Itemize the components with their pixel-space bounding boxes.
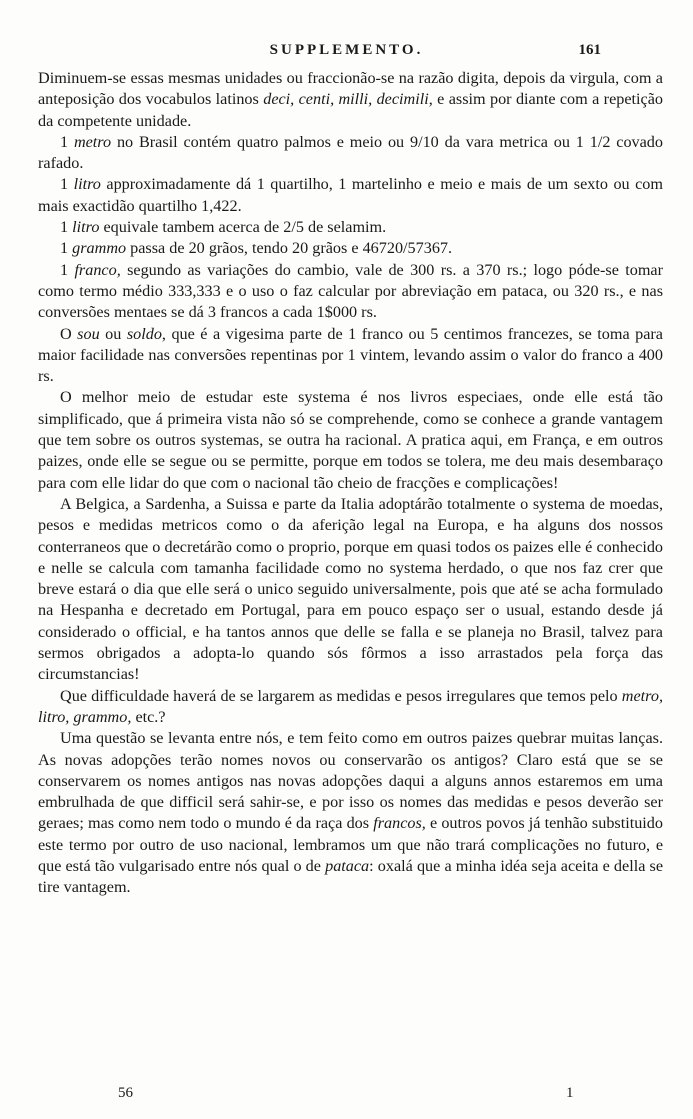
italic-term: grammo — [72, 239, 127, 258]
signature-mark: 56 — [118, 1085, 133, 1101]
italic-term: sou — [77, 324, 100, 343]
text-run: Uma questão se levanta entre nós, e tem feito como em outros paizes quebrar muitas lanças. As novas adopções terão nomes novos ou conservarão os antigos? Claro está que se se conservarem os nomes antigos nas novas adopções daqui a alguns annos estaremos em uma embrulhada de que difficil será sahir-se, e por isso os nomes das medidas e pesos deverão ser geraes; mas como nem todo o mundo é da raça dos — [38, 729, 663, 833]
text-run: no Brasil contém quatro palmos e meio ou 9/10 da vara metrica ou 1 1/2 covado rafado. — [38, 132, 663, 173]
running-title: SUPPLEMENTO. — [269, 42, 424, 58]
gathering-mark: 1 — [566, 1085, 574, 1101]
text-run: ou — [99, 324, 127, 343]
italic-term: franco, — [74, 260, 121, 279]
paragraph — [38, 238, 663, 259]
text-run: equivale tambem acerca de 2/5 de selamim. — [99, 218, 387, 237]
text-run: 1 — [60, 175, 74, 194]
text-run: 1 — [60, 218, 73, 237]
text-run: O — [60, 324, 78, 343]
paragraph — [38, 494, 663, 686]
text-run: Diminuem-se essas mesmas unidades ou fraccionão-se na razão digita, depois da virgula, com a anteposição dos vocabulos latinos — [38, 69, 663, 109]
text-run: 1 — [60, 260, 75, 279]
text-run: Que difficuldade haverá de se largarem as medidas e pesos irregulares que temos pelo — [60, 686, 622, 705]
paragraph — [38, 132, 663, 175]
text-run: , que é a vigesima parte de 1 franco ou 5 centimos francezes, se toma para maior facilidade nas conversões repentinas por 1 vintem, levando assim o valor do franco a 400 rs. — [38, 324, 663, 386]
text-run: A Belgica, a Sardenha, a Suissa e parte da Italia adoptárão totalmente o systema de moedas, pesos e medidas metricos como o da aferição legal na Europa, e ha alguns dos nossos conterraneos que o decretárão como o proprio, porque em quasi todos os paizes elle é conhecido e nelle se calcula com tamanha facilidade como no systema herdado, o que nos faz crer que breve estará o dia que elle será o unico seguido universalmente, pois que até se acha formulado na Hespanha e decretado em Portugal, para em pouco espaço ser o usual, estando desde já considerado o official, e ha tantos annos que delle se falla e se planeja no Brasil, talvez para sermos obrigados a adopta-lo quando sós fôrmos a isso arrastados pela força das circumstancias! — [38, 494, 663, 684]
paragraph — [38, 686, 663, 729]
body-text — [38, 68, 663, 899]
text-run: segundo as variações do cambio, vale de 300 rs. a 370 rs.; logo póde-se tomar como termo médio 333,333 e o uso o faz calcular por abreviação em pataca, ou 320 rs., e nas conversões mentaes se dá 3 francos a cada 1$000 rs. — [38, 260, 663, 322]
text-run: approximadamente dá 1 quartilho, 1 martelinho e meio e mais de um sexto ou com mais exactidão quartilho 1,422. — [38, 175, 663, 215]
text-run: : oxalá que a minha idéa seja aceita e della se tire vantagem. — [38, 856, 664, 897]
text-run: e outros povos já tenhão substituido este termo por outro de uso nacional, lembramos um que não trará complicações no futuro, e que está tão vulgarisado entre nós qual o de — [38, 814, 663, 875]
page-footer — [0, 1085, 693, 1107]
page-number: 161 — [578, 42, 601, 58]
paragraph — [38, 174, 663, 217]
italic-term: litro — [73, 175, 101, 194]
italic-term: litro — [72, 218, 100, 237]
running-header — [0, 42, 693, 64]
italic-term: deci, centi, milli, decimili — [263, 90, 429, 109]
paragraph — [38, 217, 663, 238]
italic-term: pataca — [325, 856, 370, 875]
paragraph — [38, 324, 663, 388]
text-run: , e assim por diante com a repetição da competente unidade. — [38, 90, 663, 130]
text-run: passa de 20 grãos, tendo 20 grãos e 46720/57367. — [126, 239, 453, 258]
italic-term: metro, litro, grammo, — [38, 686, 663, 726]
paragraph — [38, 260, 663, 324]
paragraph — [38, 68, 663, 132]
text-run: etc.? — [131, 707, 166, 726]
paragraph — [38, 387, 663, 493]
text-run: O melhor meio de estudar este systema é nos livros especiaes, onde elle está tão simplificado, que á primeira vista não só se comprehende, como se conhece a grande vantagem que tem sobre os outros systemas, se outra ha racional. A pratica aqui, em França, e em outros paizes, onde elle se segue ou se permitte, porque em todos se tolera, me deu mais desembaraço para com elle lidar do que com o nacional tão cheio de fracções e complicações! — [38, 388, 663, 492]
italic-term: soldo — [126, 324, 162, 343]
paragraph — [38, 728, 663, 898]
italic-term: metro — [73, 132, 112, 151]
text-run: 1 — [60, 132, 74, 151]
text-run: 1 — [60, 239, 73, 258]
italic-term: francos, — [373, 814, 426, 833]
